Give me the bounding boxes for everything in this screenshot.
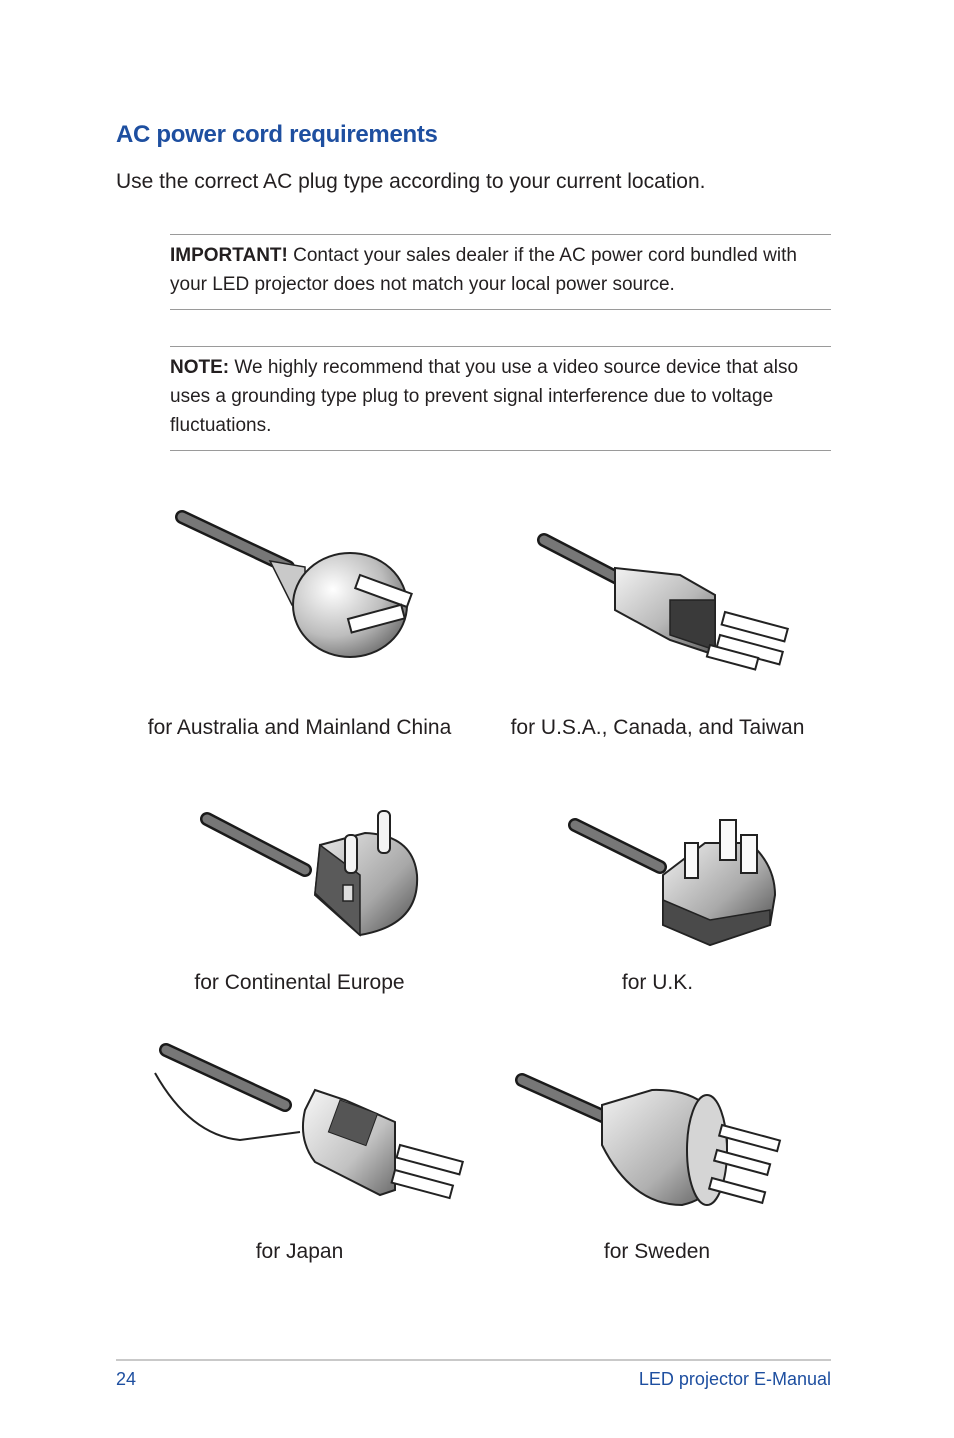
japan-plug-icon [150, 1040, 470, 1200]
intro-text: Use the correct AC plug type according to your current location. [116, 170, 706, 193]
section-title: AC power cord requirements [116, 121, 438, 148]
sweden-plug-icon [512, 1070, 787, 1220]
important-bottom-rule [170, 309, 831, 310]
caption-continental-europe: for Continental Europe [194, 971, 405, 994]
footer-rule [116, 1359, 831, 1361]
caption-japan: for Japan [255, 1240, 344, 1263]
note-label: NOTE: [170, 357, 230, 378]
continental-europe-plug-icon [195, 805, 435, 945]
note-callout [170, 353, 831, 440]
caption-usa-canada-taiwan: for U.S.A., Canada, and Taiwan [510, 716, 805, 739]
caption-australia-china: for Australia and Mainland China [147, 716, 452, 739]
important-label: IMPORTANT! [170, 245, 288, 266]
usa-canada-taiwan-plug-icon [530, 530, 800, 680]
important-callout [170, 241, 831, 299]
note-top-rule [170, 346, 831, 347]
australia-china-plug-icon [170, 505, 430, 675]
manual-title: LED projector E-Manual [638, 1369, 831, 1389]
caption-sweden: for Sweden [603, 1240, 711, 1263]
caption-uk: for U.K. [621, 971, 694, 994]
important-top-rule [170, 234, 831, 235]
important-text: Contact your sales dealer if the AC power cord bundled with your LED projector does not match your local power source. [170, 245, 797, 295]
uk-plug-icon [565, 815, 780, 950]
note-bottom-rule [170, 450, 831, 451]
page-number: 24 [116, 1369, 137, 1389]
note-text: We highly recommend that you use a video source device that also uses a grounding type plug to prevent signal interference due to voltage fluctuations. [170, 357, 799, 436]
